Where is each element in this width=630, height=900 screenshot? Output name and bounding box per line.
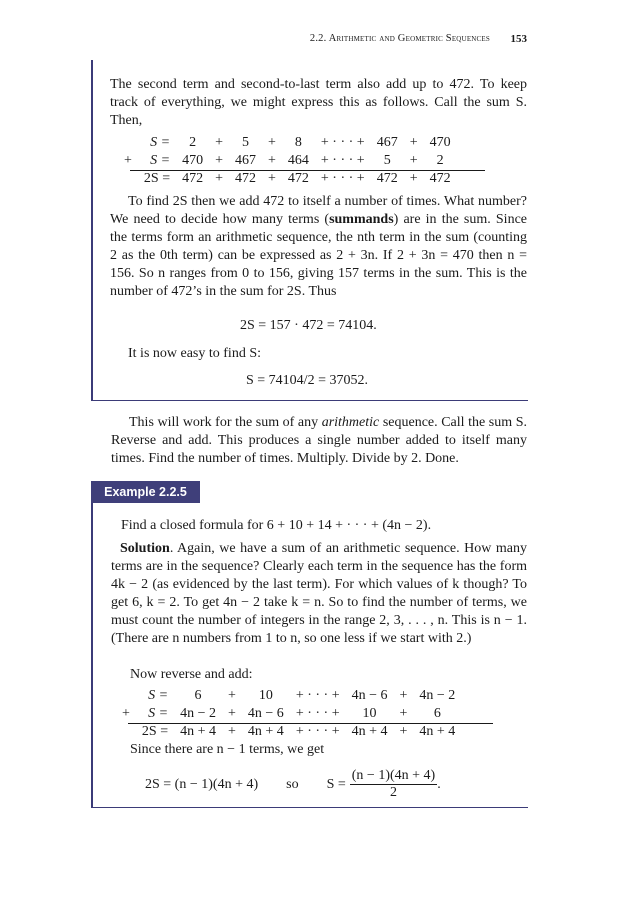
sum-table-1 xyxy=(118,134,457,188)
fraction-denominator: 2 xyxy=(389,785,397,800)
equation-S: S = 74104/2 = 37052. xyxy=(246,373,368,388)
table-cell: + xyxy=(268,135,276,150)
table-cell: 6 xyxy=(194,688,202,703)
table-cell: + · · · + xyxy=(320,135,365,150)
text-span: To find 2S then we add 472 to itself a number of times. What number? We need to decide how many terms ( xyxy=(110,194,527,227)
table-cell: + xyxy=(409,171,418,186)
equation-2S: 2S = 157 · 472 = 74104. xyxy=(240,318,377,333)
table-cell: + · · · + xyxy=(295,706,340,721)
table-cell: 470 xyxy=(182,153,204,168)
sum-rule-2 xyxy=(128,723,493,724)
table-row xyxy=(116,687,461,705)
table-cell: 467 xyxy=(235,153,256,168)
page-number: 153 xyxy=(510,33,527,45)
example-label: Example 2.2.5 xyxy=(91,481,200,503)
table-row xyxy=(116,705,461,723)
table-cell xyxy=(118,134,138,152)
fraction-numerator: (n − 1)(4n + 4) xyxy=(351,768,436,783)
table-cell: 5 xyxy=(383,153,391,168)
table-cell: S = xyxy=(150,153,171,168)
table-cell xyxy=(118,170,138,188)
reverse-add-text: Now reverse and add: xyxy=(130,667,253,682)
sum-table-2 xyxy=(116,687,461,741)
example-problem: Find a closed formula for 6 + 10 + 14 + · · · + (4n − 2). xyxy=(121,518,432,533)
table-cell: + xyxy=(228,724,236,739)
table-cell: 472 xyxy=(376,171,398,186)
table-cell: + xyxy=(215,171,223,186)
table-cell: 4n − 6 xyxy=(247,706,284,721)
table-cell: + xyxy=(399,724,408,739)
table-row xyxy=(116,723,461,741)
outer-paragraph xyxy=(111,414,527,468)
box1-paragraph-2 xyxy=(110,193,527,301)
text-span: . Again, we have a sum of an arithmetic sequence. How many terms are in the sequence? Clearly each term in the sequence has the form 4k − 2 (as evidenced by the last term). For which values of k though? To get 6, k = 2. To get 4n − 2 take k = n. So to find the number of terms, we must count the number of integers in the range 2, 3, . . . , n. This is n − 1. (There are n numbers from 1 to n, so one less if we start with 2.) xyxy=(111,541,527,646)
table-cell: S = xyxy=(150,135,171,150)
table-cell: 2 xyxy=(189,135,197,150)
example-solution xyxy=(111,540,527,648)
table-cell: 4n − 2 xyxy=(419,688,456,703)
table-cell: 4n + 4 xyxy=(351,724,388,739)
table-cell: + xyxy=(399,706,408,721)
table-cell: 5 xyxy=(242,135,249,150)
text-span: ) are in the sum. Since the terms form an arithmetic sequence, the nth term in the sum (counting 2 as the 0th term) can be expressed as 2 + 3n. If 2 + 3n = 470 then n = 156. So n ranges from 0 to 156, giving 157 terms in the sum. This is the number of 472’s in the sum for 2S. Thus xyxy=(110,212,528,299)
table-cell: 4n − 2 xyxy=(180,706,216,721)
text-span: sequence. Call the sum S. Reverse and add. This produces a single number added to itself many times. Find the number of times. Multiply. Divide by 2. Done. xyxy=(111,415,527,466)
table-cell: + · · · + xyxy=(295,724,340,739)
table-cell: 6 xyxy=(433,706,441,721)
table-cell: + · · · + xyxy=(320,153,365,168)
final-S: S = xyxy=(326,776,346,792)
sum-rule-1 xyxy=(130,170,485,171)
table-cell: + xyxy=(124,153,132,168)
final-formula xyxy=(145,768,441,801)
table-cell: 8 xyxy=(294,135,302,150)
table-cell: + xyxy=(122,706,130,721)
table-cell: 2S = xyxy=(141,724,169,739)
table-cell: + xyxy=(409,153,418,168)
final-so: so xyxy=(286,776,299,792)
table-cell: S = xyxy=(148,706,169,721)
table-cell: + · · · + xyxy=(320,171,365,186)
table-cell: 10 xyxy=(362,706,377,721)
table-cell: + xyxy=(215,153,223,168)
table-row xyxy=(118,170,457,188)
table-row xyxy=(118,152,457,170)
section-title: 2.2. Arithmetic and Geometric Sequences xyxy=(309,33,490,44)
text-span: This will work for the sum of any xyxy=(129,415,322,430)
table-cell: 4n + 4 xyxy=(180,724,216,739)
table-cell: 467 xyxy=(376,135,398,150)
table-cell: + xyxy=(228,688,236,703)
table-cell: + xyxy=(228,706,236,721)
table-cell: 10 xyxy=(258,688,273,703)
table-cell: + xyxy=(399,688,408,703)
table-cell: 2 xyxy=(436,153,444,168)
table-cell: 4n + 4 xyxy=(419,724,456,739)
table-cell: 464 xyxy=(287,153,309,168)
running-head xyxy=(310,33,490,44)
box1-paragraph-1: The second term and second-to-last term also add up to 472. To keep track of everything, we might express this as follows. Call the sum S. Then, xyxy=(110,77,527,128)
table-cell: + xyxy=(268,171,276,186)
italic-term: arithmetic xyxy=(321,415,380,430)
table-cell: + · · · + xyxy=(295,688,340,703)
solution-label: Solution xyxy=(120,541,170,556)
table-cell: + xyxy=(215,135,223,150)
table-cell: + xyxy=(268,153,276,168)
table-cell xyxy=(116,723,136,741)
table-cell: 472 xyxy=(182,171,204,186)
box1-paragraph-3: It is now easy to find S: xyxy=(128,346,261,361)
table-cell: 2S = xyxy=(143,171,171,186)
since-text: Since there are n − 1 terms, we get xyxy=(130,742,325,757)
final-lhs: 2S = (n − 1)(4n + 4) xyxy=(145,776,259,792)
table-cell: S = xyxy=(148,688,169,703)
table-cell: 472 xyxy=(287,171,309,186)
table-cell: 4n + 4 xyxy=(247,724,284,739)
final-period: . xyxy=(437,776,441,792)
table-cell: 4n − 6 xyxy=(351,688,388,703)
table-cell xyxy=(116,687,136,705)
final-fraction xyxy=(350,768,437,801)
table-row xyxy=(118,134,457,152)
table-cell: 472 xyxy=(235,171,256,186)
table-cell: 470 xyxy=(429,135,451,150)
table-cell: 472 xyxy=(429,171,451,186)
table-cell: + xyxy=(409,135,418,150)
bold-term: summands xyxy=(329,212,394,227)
